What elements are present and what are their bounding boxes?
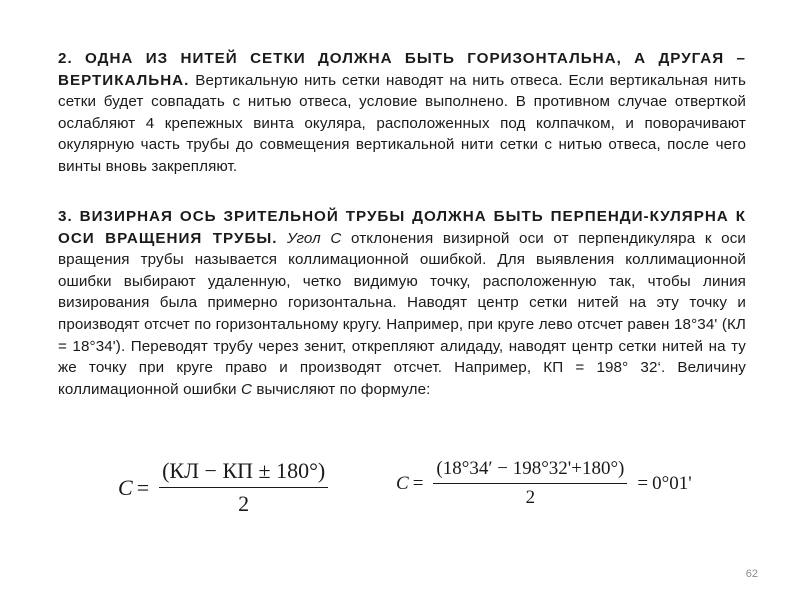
- formula-general-numerator: (КЛ − КП ± 180°): [159, 458, 328, 488]
- formula-general-denominator: 2: [238, 491, 250, 516]
- paragraph-3-italic-var: С: [240, 380, 253, 398]
- page-number: 62: [745, 568, 758, 580]
- paragraph-3-italic-angle: Угол С: [287, 229, 342, 247]
- paragraph-2: [58, 48, 746, 178]
- formula-example: [396, 458, 692, 509]
- formula-general-equals: =: [136, 474, 150, 500]
- paragraph-2-body: Вертикальную нить сетки наводят на нить отвеса. Если вертикальная нить сетки будет совпадать с нитью отвеса, условие выполнено. В противном случае отверткой ослабляют 4 крепежных винта окуляра, расположенных под колпачком, и поворачивают окулярную часть трубы до совмещения вертикальной нити сетки с нитью отвеса, после чего винты вновь закрепляют.: [58, 71, 746, 175]
- formula-example-lhs: C: [396, 472, 409, 494]
- formula-general-fraction: [159, 458, 328, 517]
- paragraph-3-body-end: вычисляют по формуле:: [256, 380, 431, 398]
- formula-example-equals-2: =: [637, 472, 649, 494]
- paragraph-2-heading: 2. ОДНА ИЗ НИТЕЙ СЕТКИ ДОЛЖНА БЫТЬ ГОРИЗОНТАЛЬНА, А ДРУГАЯ – ВЕРТИКАЛЬНА.: [58, 50, 746, 89]
- paragraph-3-body: отклонения визирной оси от перпендикуляра к оси вращения трубы называется коллимационной ошибкой. Для выявления коллимационной ошибки выбирают удаленную, четко видимую точку, расположенную так, чтобы линия визирования была примерно горизонтальна. Наводят центр сетки нитей на эту точку и производят отсчет по горизонтальному кругу. Например, при круге лево отсчет равен 18°34' (КЛ = 18°34'). Переводят трубу через зенит, открепляют алидаду, наводят центр сетки нитей на ту же точку при круге право и производят отсчет. Например, КП = 198° 32‘. Величину коллимационной ошибки: [58, 229, 746, 398]
- formula-example-equals: =: [412, 472, 424, 494]
- formula-general: [118, 458, 334, 517]
- formula-example-numerator: (18°34ʹ − 198°32'+180°): [433, 458, 627, 484]
- formula-example-result: 0°01': [652, 472, 692, 494]
- formula-example-fraction: [433, 458, 627, 509]
- paragraph-3-heading: 3. ВИЗИРНАЯ ОСЬ ЗРИТЕЛЬНОЙ ТРУБЫ ДОЛЖНА БЫТЬ ПЕРПЕНДИ-КУЛЯРНА К ОСИ ВРАЩЕНИЯ ТРУБЫ.: [58, 208, 746, 247]
- paragraph-3: [58, 206, 746, 400]
- formula-example-denominator: 2: [525, 487, 536, 508]
- formula-general-lhs: C: [118, 474, 133, 500]
